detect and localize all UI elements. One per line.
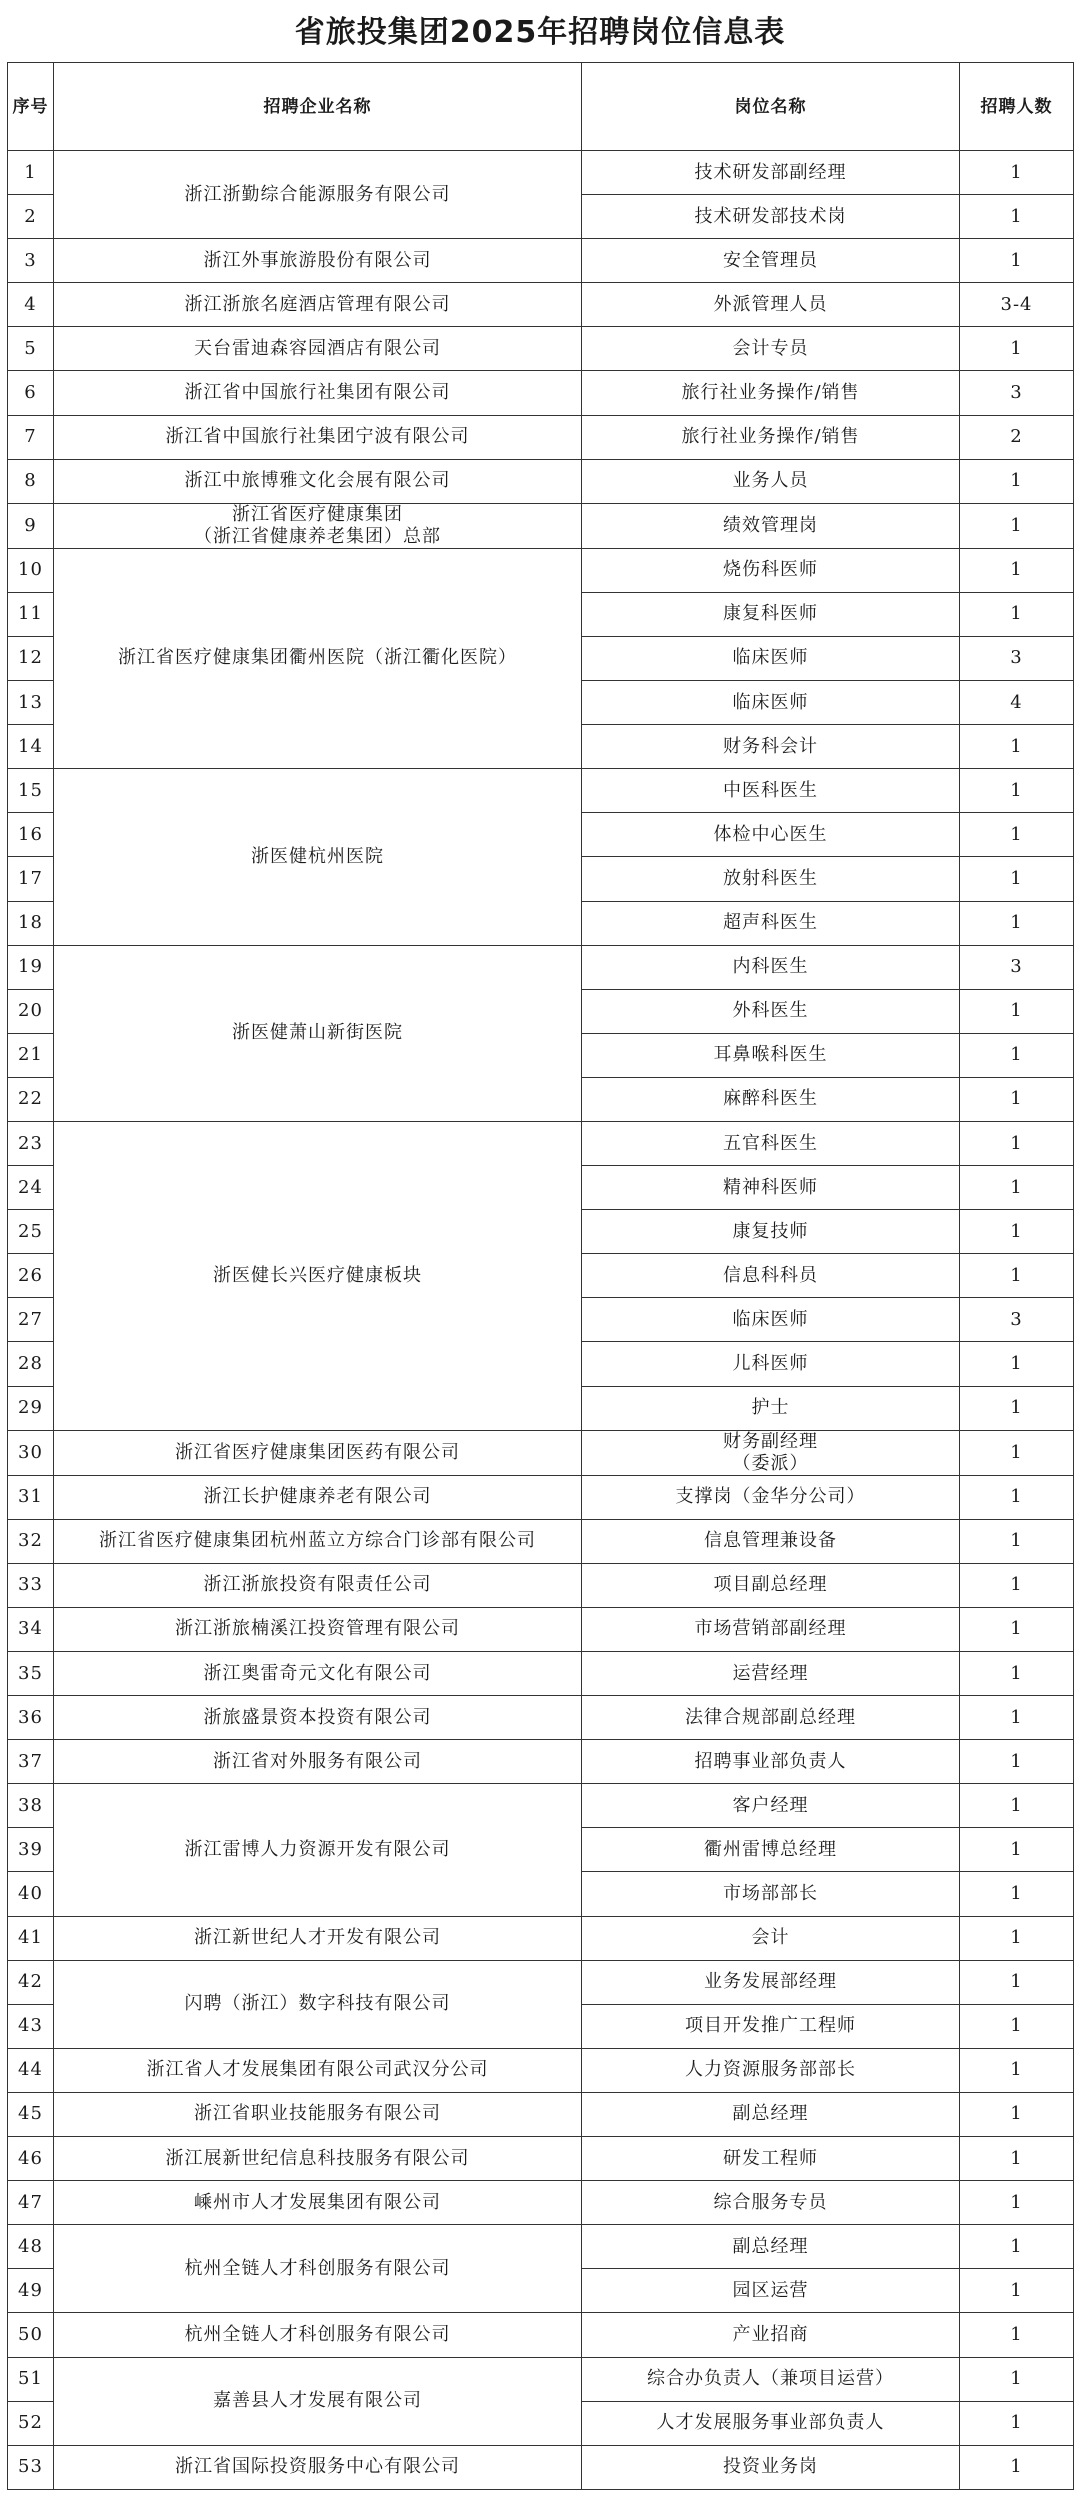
cell-company: 浙江浙旅楠溪江投资管理有限公司 — [54, 1607, 582, 1651]
cell-count: 1 — [960, 1342, 1074, 1386]
cell-position: 临床医师 — [582, 636, 960, 680]
cell-company: 浙江浙旅投资有限责任公司 — [54, 1563, 582, 1607]
cell-company: 浙江省中国旅行社集团宁波有限公司 — [54, 415, 582, 459]
cell-count: 1 — [960, 1696, 1074, 1740]
cell-count: 1 — [960, 1828, 1074, 1872]
cell-position: 支撑岗（金华分公司） — [582, 1475, 960, 1519]
cell-no: 45 — [8, 2092, 54, 2136]
cell-count: 1 — [960, 2137, 1074, 2181]
cell-count: 1 — [960, 1916, 1074, 1960]
table-row — [8, 239, 1074, 283]
cell-count: 1 — [960, 1652, 1074, 1696]
cell-company: 闪聘（浙江）数字科技有限公司 — [54, 1960, 582, 2048]
cell-position: 烧伤科医师 — [582, 548, 960, 592]
cell-no: 18 — [8, 901, 54, 945]
table-row — [8, 1652, 1074, 1696]
cell-no: 29 — [8, 1386, 54, 1430]
table-row — [8, 327, 1074, 371]
cell-no: 14 — [8, 725, 54, 769]
cell-company: 嵊州市人才发展集团有限公司 — [54, 2181, 582, 2225]
cell-no: 48 — [8, 2225, 54, 2269]
table-row — [8, 2445, 1074, 2489]
cell-count: 1 — [960, 1607, 1074, 1651]
table-body — [8, 151, 1074, 2490]
table-row — [8, 1519, 1074, 1563]
header-position: 岗位名称 — [582, 63, 960, 151]
cell-no: 33 — [8, 1563, 54, 1607]
cell-position: 耳鼻喉科医生 — [582, 1033, 960, 1077]
cell-position: 投资业务岗 — [582, 2445, 960, 2489]
table-row — [8, 1430, 1074, 1475]
cell-position: 绩效管理岗 — [582, 503, 960, 548]
table-row — [8, 1960, 1074, 2004]
cell-count: 1 — [960, 327, 1074, 371]
cell-count: 1 — [960, 813, 1074, 857]
cell-company: 浙医健萧山新街医院 — [54, 945, 582, 1121]
cell-position: 人才发展服务事业部负责人 — [582, 2401, 960, 2445]
cell-no: 41 — [8, 1916, 54, 1960]
table-row — [8, 2137, 1074, 2181]
cell-company: 浙江浙旅名庭酒店管理有限公司 — [54, 283, 582, 327]
cell-position: 财务科会计 — [582, 725, 960, 769]
cell-count: 1 — [960, 459, 1074, 503]
cell-count: 1 — [960, 1740, 1074, 1784]
cell-company: 天台雷迪森容园酒店有限公司 — [54, 327, 582, 371]
cell-no: 25 — [8, 1210, 54, 1254]
table-row — [8, 371, 1074, 415]
cell-company: 浙江省对外服务有限公司 — [54, 1740, 582, 1784]
cell-no: 20 — [8, 989, 54, 1033]
cell-no: 37 — [8, 1740, 54, 1784]
cell-count: 1 — [960, 2048, 1074, 2092]
cell-no: 28 — [8, 1342, 54, 1386]
cell-position: 副总经理 — [582, 2225, 960, 2269]
cell-position: 会计 — [582, 1916, 960, 1960]
cell-count: 1 — [960, 1475, 1074, 1519]
cell-no: 2 — [8, 195, 54, 239]
cell-no: 10 — [8, 548, 54, 592]
cell-count: 1 — [960, 857, 1074, 901]
table-row — [8, 945, 1074, 989]
cell-no: 39 — [8, 1828, 54, 1872]
cell-no: 38 — [8, 1784, 54, 1828]
cell-count: 1 — [960, 239, 1074, 283]
cell-count: 1 — [960, 1784, 1074, 1828]
cell-no: 8 — [8, 459, 54, 503]
table-header-row — [8, 63, 1074, 151]
table-row — [8, 2092, 1074, 2136]
cell-count: 1 — [960, 725, 1074, 769]
cell-position: 副总经理 — [582, 2092, 960, 2136]
cell-no: 3 — [8, 239, 54, 283]
cell-no: 19 — [8, 945, 54, 989]
cell-no: 49 — [8, 2269, 54, 2313]
cell-position: 中医科医生 — [582, 769, 960, 813]
cell-company: 浙江雷博人力资源开发有限公司 — [54, 1784, 582, 1916]
cell-company: 浙江长护健康养老有限公司 — [54, 1475, 582, 1519]
cell-position: 外科医生 — [582, 989, 960, 1033]
cell-count: 1 — [960, 503, 1074, 548]
cell-no: 9 — [8, 503, 54, 548]
cell-no: 7 — [8, 415, 54, 459]
cell-no: 4 — [8, 283, 54, 327]
cell-count: 1 — [960, 195, 1074, 239]
cell-company: 浙江奥雷奇元文化有限公司 — [54, 1652, 582, 1696]
cell-position: 产业招商 — [582, 2313, 960, 2357]
cell-company: 浙江省人才发展集团有限公司武汉分公司 — [54, 2048, 582, 2092]
cell-count: 1 — [960, 2004, 1074, 2048]
cell-no: 13 — [8, 681, 54, 725]
cell-position: 放射科医生 — [582, 857, 960, 901]
cell-position: 五官科医生 — [582, 1121, 960, 1165]
cell-count: 1 — [960, 1254, 1074, 1298]
cell-position: 儿科医师 — [582, 1342, 960, 1386]
cell-position: 衢州雷博总经理 — [582, 1828, 960, 1872]
cell-company: 浙江省医疗健康集团衢州医院（浙江衢化医院） — [54, 548, 582, 768]
cell-no: 16 — [8, 813, 54, 857]
cell-company: 浙江展新世纪信息科技服务有限公司 — [54, 2137, 582, 2181]
cell-no: 43 — [8, 2004, 54, 2048]
cell-position: 综合服务专员 — [582, 2181, 960, 2225]
cell-no: 34 — [8, 1607, 54, 1651]
cell-count: 4 — [960, 681, 1074, 725]
cell-position: 法律合规部副总经理 — [582, 1696, 960, 1740]
cell-count: 3 — [960, 1298, 1074, 1342]
cell-count: 1 — [960, 769, 1074, 813]
cell-count: 1 — [960, 548, 1074, 592]
cell-no: 26 — [8, 1254, 54, 1298]
recruitment-table — [7, 62, 1074, 2490]
cell-no: 12 — [8, 636, 54, 680]
cell-no: 1 — [8, 151, 54, 195]
cell-count: 3-4 — [960, 283, 1074, 327]
cell-count: 1 — [960, 592, 1074, 636]
cell-position: 业务人员 — [582, 459, 960, 503]
cell-no: 6 — [8, 371, 54, 415]
cell-company: 嘉善县人才发展有限公司 — [54, 2357, 582, 2445]
cell-count: 1 — [960, 901, 1074, 945]
cell-company: 浙江浙勤综合能源服务有限公司 — [54, 151, 582, 239]
cell-position: 市场部部长 — [582, 1872, 960, 1916]
table-row — [8, 1740, 1074, 1784]
cell-position: 内科医生 — [582, 945, 960, 989]
cell-no: 21 — [8, 1033, 54, 1077]
table-row — [8, 1121, 1074, 1165]
cell-no: 27 — [8, 1298, 54, 1342]
cell-count: 3 — [960, 945, 1074, 989]
cell-count: 3 — [960, 636, 1074, 680]
cell-position: 市场营销部副经理 — [582, 1607, 960, 1651]
table-row — [8, 769, 1074, 813]
cell-count: 1 — [960, 1430, 1074, 1475]
cell-count: 1 — [960, 2445, 1074, 2489]
cell-position: 财务副经理 （委派） — [582, 1430, 960, 1475]
cell-position: 精神科医师 — [582, 1166, 960, 1210]
table-row — [8, 1916, 1074, 1960]
cell-company: 浙江省职业技能服务有限公司 — [54, 2092, 582, 2136]
cell-position: 项目副总经理 — [582, 1563, 960, 1607]
cell-position: 人力资源服务部部长 — [582, 2048, 960, 2092]
cell-count: 1 — [960, 2181, 1074, 2225]
cell-company: 浙江省医疗健康集团 （浙江省健康养老集团）总部 — [54, 503, 582, 548]
cell-count: 2 — [960, 415, 1074, 459]
cell-company: 浙医健杭州医院 — [54, 769, 582, 945]
cell-position: 信息科科员 — [582, 1254, 960, 1298]
cell-position: 康复科医师 — [582, 592, 960, 636]
cell-position: 超声科医生 — [582, 901, 960, 945]
cell-company: 浙医健长兴医疗健康板块 — [54, 1121, 582, 1430]
cell-company: 浙江外事旅游股份有限公司 — [54, 239, 582, 283]
table-row — [8, 151, 1074, 195]
table-row — [8, 415, 1074, 459]
table-row — [8, 459, 1074, 503]
cell-no: 31 — [8, 1475, 54, 1519]
recruitment-table-wrapper — [7, 62, 1073, 2490]
cell-position: 客户经理 — [582, 1784, 960, 1828]
cell-position: 体检中心医生 — [582, 813, 960, 857]
cell-company: 浙江省国际投资服务中心有限公司 — [54, 2445, 582, 2489]
cell-no: 35 — [8, 1652, 54, 1696]
cell-position: 护士 — [582, 1386, 960, 1430]
cell-count: 1 — [960, 2357, 1074, 2401]
page-title: 省旅投集团2025年招聘岗位信息表 — [294, 15, 786, 50]
table-row — [8, 1784, 1074, 1828]
cell-position: 会计专员 — [582, 327, 960, 371]
cell-position: 园区运营 — [582, 2269, 960, 2313]
cell-count: 1 — [960, 1563, 1074, 1607]
cell-no: 40 — [8, 1872, 54, 1916]
cell-position: 研发工程师 — [582, 2137, 960, 2181]
cell-no: 50 — [8, 2313, 54, 2357]
cell-no: 51 — [8, 2357, 54, 2401]
cell-company: 杭州全链人才科创服务有限公司 — [54, 2313, 582, 2357]
cell-count: 1 — [960, 151, 1074, 195]
cell-company: 浙江省医疗健康集团医药有限公司 — [54, 1430, 582, 1475]
table-row — [8, 2181, 1074, 2225]
cell-no: 53 — [8, 2445, 54, 2489]
cell-position: 旅行社业务操作/销售 — [582, 415, 960, 459]
cell-position: 技术研发部副经理 — [582, 151, 960, 195]
table-row — [8, 1563, 1074, 1607]
cell-no: 22 — [8, 1077, 54, 1121]
cell-count: 1 — [960, 989, 1074, 1033]
cell-position: 外派管理人员 — [582, 283, 960, 327]
cell-company: 浙旅盛景资本投资有限公司 — [54, 1696, 582, 1740]
table-row — [8, 2357, 1074, 2401]
cell-count: 1 — [960, 2225, 1074, 2269]
table-row — [8, 1475, 1074, 1519]
table-row — [8, 283, 1074, 327]
cell-no: 36 — [8, 1696, 54, 1740]
cell-count: 1 — [960, 2313, 1074, 2357]
cell-no: 24 — [8, 1166, 54, 1210]
cell-position: 招聘事业部负责人 — [582, 1740, 960, 1784]
cell-count: 1 — [960, 1386, 1074, 1430]
cell-count: 1 — [960, 2092, 1074, 2136]
cell-count: 1 — [960, 2401, 1074, 2445]
cell-position: 临床医师 — [582, 681, 960, 725]
cell-company: 浙江省医疗健康集团杭州蓝立方综合门诊部有限公司 — [54, 1519, 582, 1563]
cell-count: 3 — [960, 371, 1074, 415]
cell-count: 1 — [960, 1872, 1074, 1916]
table-row — [8, 1696, 1074, 1740]
cell-no: 17 — [8, 857, 54, 901]
cell-no: 47 — [8, 2181, 54, 2225]
cell-count: 1 — [960, 1960, 1074, 2004]
cell-count: 1 — [960, 1077, 1074, 1121]
header-count: 招聘人数 — [960, 63, 1074, 151]
cell-position: 技术研发部技术岗 — [582, 195, 960, 239]
header-no: 序号 — [8, 63, 54, 151]
table-row — [8, 2048, 1074, 2092]
cell-company: 浙江新世纪人才开发有限公司 — [54, 1916, 582, 1960]
cell-no: 52 — [8, 2401, 54, 2445]
cell-count: 1 — [960, 1519, 1074, 1563]
table-row — [8, 548, 1074, 592]
cell-position: 业务发展部经理 — [582, 1960, 960, 2004]
table-row — [8, 2225, 1074, 2269]
cell-no: 15 — [8, 769, 54, 813]
cell-no: 30 — [8, 1430, 54, 1475]
cell-company: 浙江省中国旅行社集团有限公司 — [54, 371, 582, 415]
cell-count: 1 — [960, 1166, 1074, 1210]
cell-position: 临床医师 — [582, 1298, 960, 1342]
cell-company: 浙江中旅博雅文化会展有限公司 — [54, 459, 582, 503]
cell-no: 44 — [8, 2048, 54, 2092]
cell-position: 运营经理 — [582, 1652, 960, 1696]
cell-count: 1 — [960, 2269, 1074, 2313]
cell-company: 杭州全链人才科创服务有限公司 — [54, 2225, 582, 2313]
cell-no: 11 — [8, 592, 54, 636]
cell-count: 1 — [960, 1121, 1074, 1165]
cell-count: 1 — [960, 1033, 1074, 1077]
cell-count: 1 — [960, 1210, 1074, 1254]
cell-position: 信息管理兼设备 — [582, 1519, 960, 1563]
cell-no: 46 — [8, 2137, 54, 2181]
table-row — [8, 2313, 1074, 2357]
cell-position: 项目开发推广工程师 — [582, 2004, 960, 2048]
cell-position: 康复技师 — [582, 1210, 960, 1254]
cell-no: 23 — [8, 1121, 54, 1165]
table-row — [8, 1607, 1074, 1651]
table-row — [8, 503, 1074, 548]
header-company: 招聘企业名称 — [54, 63, 582, 151]
cell-position: 综合办负责人（兼项目运营） — [582, 2357, 960, 2401]
cell-position: 旅行社业务操作/销售 — [582, 371, 960, 415]
cell-position: 麻醉科医生 — [582, 1077, 960, 1121]
cell-no: 42 — [8, 1960, 54, 2004]
cell-no: 32 — [8, 1519, 54, 1563]
cell-position: 安全管理员 — [582, 239, 960, 283]
cell-no: 5 — [8, 327, 54, 371]
